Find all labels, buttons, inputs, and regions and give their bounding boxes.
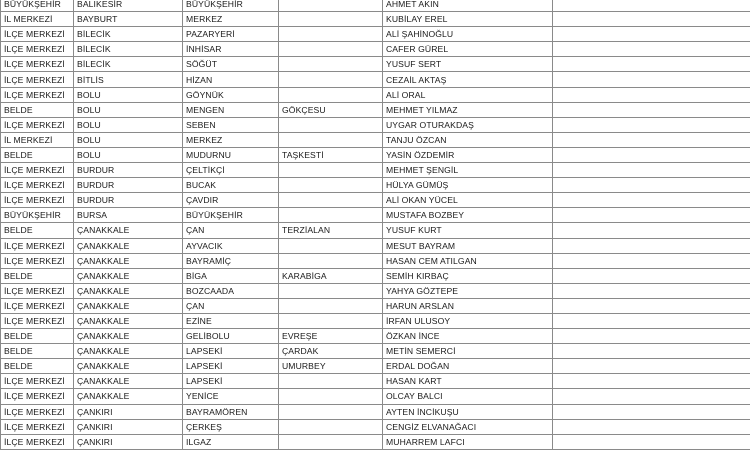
cell-name: MESUT BAYRAM <box>383 238 553 253</box>
cell-empty <box>553 253 750 268</box>
table-row <box>1 178 750 193</box>
table-row <box>1 57 750 72</box>
cell-province: BOLU <box>74 147 183 162</box>
cell-town <box>279 313 383 328</box>
cell-district: ILGAZ <box>183 434 279 449</box>
cell-empty <box>553 238 750 253</box>
table-row <box>1 329 750 344</box>
cell-district: BİGA <box>183 268 279 283</box>
cell-name: KUBİLAY EREL <box>383 12 553 27</box>
cell-name: İRFAN ULUSOY <box>383 313 553 328</box>
cell-town <box>279 298 383 313</box>
cell-province: BOLU <box>74 87 183 102</box>
cell-district: YENİCE <box>183 389 279 404</box>
cell-empty <box>553 193 750 208</box>
cell-type: BELDE <box>1 102 74 117</box>
cell-district: SEBEN <box>183 117 279 132</box>
cell-district: GELİBOLU <box>183 329 279 344</box>
cell-province: BİTLİS <box>74 72 183 87</box>
cell-empty <box>553 389 750 404</box>
cell-province: BOLU <box>74 102 183 117</box>
cell-town <box>279 12 383 27</box>
cell-town <box>279 404 383 419</box>
table-row <box>1 434 750 449</box>
cell-province: ÇANAKKALE <box>74 298 183 313</box>
cell-district: MUDURNU <box>183 147 279 162</box>
cell-empty <box>553 329 750 344</box>
cell-empty <box>553 434 750 449</box>
cell-name: MUHARREM LAFCI <box>383 434 553 449</box>
cell-district: ÇAN <box>183 223 279 238</box>
cell-province: ÇANAKKALE <box>74 283 183 298</box>
cell-province: ÇANAKKALE <box>74 329 183 344</box>
cell-type: BELDE <box>1 359 74 374</box>
cell-town: TAŞKESTİ <box>279 147 383 162</box>
cell-district: ÇAN <box>183 298 279 313</box>
cell-empty <box>553 223 750 238</box>
cell-empty <box>553 283 750 298</box>
cell-district: HİZAN <box>183 72 279 87</box>
cell-province: BOLU <box>74 117 183 132</box>
cell-district: SÖĞÜT <box>183 57 279 72</box>
cell-town: GÖKÇESU <box>279 102 383 117</box>
cell-district: EZİNE <box>183 313 279 328</box>
cell-name: ALİ ŞAHİNOĞLU <box>383 27 553 42</box>
cell-type: İLÇE MERKEZİ <box>1 389 74 404</box>
cell-town <box>279 238 383 253</box>
cell-town <box>279 117 383 132</box>
cell-town: TERZİALAN <box>279 223 383 238</box>
cell-name: MUSTAFA BOZBEY <box>383 208 553 223</box>
cell-province: ÇANAKKALE <box>74 359 183 374</box>
cell-province: BİLECİK <box>74 27 183 42</box>
cell-district: BOZCAADA <box>183 283 279 298</box>
cell-name: YAHYA GÖZTEPE <box>383 283 553 298</box>
cell-type: İLÇE MERKEZİ <box>1 163 74 178</box>
cell-type: İLÇE MERKEZİ <box>1 178 74 193</box>
cell-district: MERKEZ <box>183 132 279 147</box>
cell-district: LAPSEKİ <box>183 374 279 389</box>
cell-type: İLÇE MERKEZİ <box>1 238 74 253</box>
cell-name: ERDAL DOĞAN <box>383 359 553 374</box>
cell-province: ÇANAKKALE <box>74 374 183 389</box>
cell-town <box>279 57 383 72</box>
cell-type: BELDE <box>1 147 74 162</box>
cell-town <box>279 72 383 87</box>
cell-name: METİN SEMERCİ <box>383 344 553 359</box>
cell-type: BELDE <box>1 268 74 283</box>
cell-province: ÇANAKKALE <box>74 268 183 283</box>
table-row <box>1 223 750 238</box>
cell-empty <box>553 178 750 193</box>
cell-district: ÇERKEŞ <box>183 419 279 434</box>
cell-name: HASAN KART <box>383 374 553 389</box>
cell-town <box>279 193 383 208</box>
table-row <box>1 132 750 147</box>
cell-town <box>279 208 383 223</box>
cell-province: ÇANKIRI <box>74 419 183 434</box>
cell-empty <box>553 87 750 102</box>
cell-empty <box>553 419 750 434</box>
cell-empty <box>553 374 750 389</box>
cell-name: MEHMET ŞENGİL <box>383 163 553 178</box>
cell-district: ÇELTİKÇİ <box>183 163 279 178</box>
cell-town <box>279 27 383 42</box>
cell-name: OLCAY BALCI <box>383 389 553 404</box>
cell-name: SEMİH KIRBAÇ <box>383 268 553 283</box>
cell-town <box>279 178 383 193</box>
candidate-table-body <box>1 0 750 449</box>
cell-province: ÇANAKKALE <box>74 313 183 328</box>
cell-type: İLÇE MERKEZİ <box>1 27 74 42</box>
table-row <box>1 419 750 434</box>
cell-town: UMURBEY <box>279 359 383 374</box>
cell-province: BAYBURT <box>74 12 183 27</box>
cell-type: İLÇE MERKEZİ <box>1 193 74 208</box>
table-row <box>1 298 750 313</box>
cell-province: BURDUR <box>74 193 183 208</box>
cell-district: ÇAVDIR <box>183 193 279 208</box>
cell-district: BÜYÜKŞEHİR <box>183 0 279 12</box>
cell-empty <box>553 117 750 132</box>
cell-district: LAPSEKİ <box>183 344 279 359</box>
table-row <box>1 268 750 283</box>
table-row <box>1 253 750 268</box>
cell-type: İLÇE MERKEZİ <box>1 313 74 328</box>
cell-province: ÇANAKKALE <box>74 223 183 238</box>
table-row <box>1 42 750 57</box>
table-row <box>1 87 750 102</box>
cell-name: AHMET AKIN <box>383 0 553 12</box>
cell-town <box>279 283 383 298</box>
cell-name: HÜLYA GÜMÜŞ <box>383 178 553 193</box>
cell-type: BELDE <box>1 344 74 359</box>
table-row <box>1 147 750 162</box>
cell-type: İLÇE MERKEZİ <box>1 57 74 72</box>
cell-district: LAPSEKİ <box>183 359 279 374</box>
cell-name: YASİN ÖZDEMİR <box>383 147 553 162</box>
cell-empty <box>553 72 750 87</box>
table-row <box>1 313 750 328</box>
cell-town <box>279 419 383 434</box>
cell-district: BAYRAMİÇ <box>183 253 279 268</box>
cell-town <box>279 132 383 147</box>
cell-type: İLÇE MERKEZİ <box>1 253 74 268</box>
cell-empty <box>553 132 750 147</box>
cell-type: BELDE <box>1 223 74 238</box>
cell-empty <box>553 42 750 57</box>
cell-town: EVREŞE <box>279 329 383 344</box>
table-row <box>1 389 750 404</box>
table-row <box>1 344 750 359</box>
cell-type: İLÇE MERKEZİ <box>1 404 74 419</box>
cell-type: İLÇE MERKEZİ <box>1 72 74 87</box>
cell-empty <box>553 0 750 12</box>
cell-town <box>279 42 383 57</box>
cell-town: KARABİGA <box>279 268 383 283</box>
cell-district: AYVACIK <box>183 238 279 253</box>
cell-type: İLÇE MERKEZİ <box>1 298 74 313</box>
cell-province: ÇANAKKALE <box>74 344 183 359</box>
cell-empty <box>553 298 750 313</box>
cell-type: İLÇE MERKEZİ <box>1 419 74 434</box>
cell-empty <box>553 57 750 72</box>
cell-name: AYTEN İNCİKUŞU <box>383 404 553 419</box>
table-row <box>1 283 750 298</box>
table-row <box>1 359 750 374</box>
cell-type: BÜYÜKŞEHİR <box>1 208 74 223</box>
cell-district: İNHİSAR <box>183 42 279 57</box>
cell-town <box>279 253 383 268</box>
table-row <box>1 102 750 117</box>
cell-district: BAYRAMÖREN <box>183 404 279 419</box>
table-row <box>1 163 750 178</box>
cell-province: ÇANAKKALE <box>74 389 183 404</box>
cell-type: İLÇE MERKEZİ <box>1 117 74 132</box>
cell-empty <box>553 102 750 117</box>
table-row <box>1 374 750 389</box>
cell-empty <box>553 404 750 419</box>
cell-type: İLÇE MERKEZİ <box>1 283 74 298</box>
cell-province: BOLU <box>74 132 183 147</box>
cell-name: CAFER GÜREL <box>383 42 553 57</box>
cell-town <box>279 434 383 449</box>
cell-town <box>279 374 383 389</box>
cell-district: GÖYNÜK <box>183 87 279 102</box>
cell-type: İL MERKEZİ <box>1 12 74 27</box>
cell-empty <box>553 359 750 374</box>
cell-district: MENGEN <box>183 102 279 117</box>
cell-name: ÖZKAN İNCE <box>383 329 553 344</box>
cell-empty <box>553 268 750 283</box>
cell-type: İLÇE MERKEZİ <box>1 87 74 102</box>
table-row <box>1 72 750 87</box>
cell-type: İLÇE MERKEZİ <box>1 374 74 389</box>
cell-province: ÇANKIRI <box>74 404 183 419</box>
table-row <box>1 117 750 132</box>
cell-empty <box>553 147 750 162</box>
cell-type: İL MERKEZİ <box>1 132 74 147</box>
cell-type: İLÇE MERKEZİ <box>1 434 74 449</box>
cell-type: BELDE <box>1 329 74 344</box>
cell-name: HASAN CEM ATILGAN <box>383 253 553 268</box>
cell-name: ALİ ORAL <box>383 87 553 102</box>
cell-name: YUSUF SERT <box>383 57 553 72</box>
cell-name: UYGAR OTURAKDAŞ <box>383 117 553 132</box>
table-row <box>1 12 750 27</box>
cell-province: BURDUR <box>74 163 183 178</box>
cell-empty <box>553 208 750 223</box>
cell-empty <box>553 163 750 178</box>
cell-name: CEZAİL AKTAŞ <box>383 72 553 87</box>
cell-province: BALIKESİR <box>74 0 183 12</box>
cell-town: ÇARDAK <box>279 344 383 359</box>
cell-province: BURSA <box>74 208 183 223</box>
cell-empty <box>553 344 750 359</box>
cell-empty <box>553 313 750 328</box>
cell-town <box>279 87 383 102</box>
cell-name: CENGİZ ELVANAĞACI <box>383 419 553 434</box>
table-row <box>1 404 750 419</box>
cell-district: BUCAK <box>183 178 279 193</box>
table-row <box>1 0 750 12</box>
cell-town <box>279 163 383 178</box>
cell-name: HARUN ARSLAN <box>383 298 553 313</box>
cell-province: ÇANAKKALE <box>74 238 183 253</box>
cell-district: PAZARYERİ <box>183 27 279 42</box>
cell-district: BÜYÜKŞEHİR <box>183 208 279 223</box>
cell-town <box>279 0 383 12</box>
cell-province: BİLECİK <box>74 57 183 72</box>
cell-name: ALİ OKAN YÜCEL <box>383 193 553 208</box>
cell-province: BİLECİK <box>74 42 183 57</box>
cell-empty <box>553 12 750 27</box>
cell-province: ÇANAKKALE <box>74 253 183 268</box>
cell-province: ÇANKIRI <box>74 434 183 449</box>
cell-name: YUSUF KURT <box>383 223 553 238</box>
table-row <box>1 27 750 42</box>
cell-empty <box>553 27 750 42</box>
table-row <box>1 193 750 208</box>
table-row <box>1 238 750 253</box>
cell-type: BÜYÜKŞEHİR <box>1 0 74 12</box>
cell-name: MEHMET YILMAZ <box>383 102 553 117</box>
cell-town <box>279 389 383 404</box>
cell-name: TANJU ÖZCAN <box>383 132 553 147</box>
table-row <box>1 208 750 223</box>
cell-district: MERKEZ <box>183 12 279 27</box>
cell-type: İLÇE MERKEZİ <box>1 42 74 57</box>
cell-province: BURDUR <box>74 178 183 193</box>
